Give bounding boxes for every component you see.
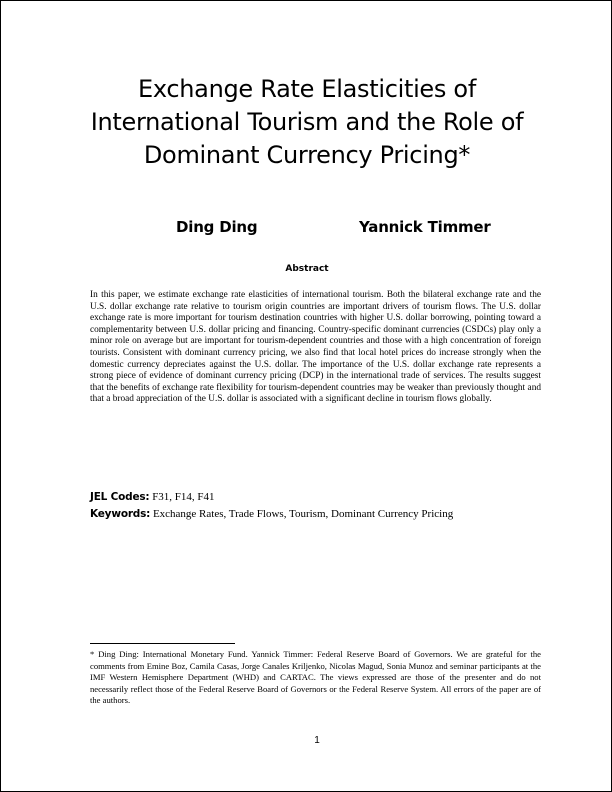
- page-number: 1: [314, 735, 320, 746]
- author-yannick-timmer: Yannick Timmer: [359, 218, 491, 236]
- abstract-heading: Abstract: [285, 264, 329, 274]
- title-line-1: Exchange Rate Elasticities of: [138, 75, 476, 103]
- jel-codes-label: JEL Codes:: [90, 491, 150, 503]
- title-line-3: Dominant Currency Pricing*: [143, 141, 471, 169]
- jel-codes-value: F31, F14, F41: [152, 491, 215, 503]
- title-line-2: International Tourism and the Role of: [90, 108, 524, 136]
- keywords-value: Exchange Rates, Trade Flows, Tourism, Dominant Currency Pricing: [152, 508, 454, 520]
- author-footnote: * Ding Ding: International Monetary Fund. Yannick Timmer: Federal Reserve Board of Governors. We are grateful for the comments from Emine Boz, Camila Casas, Jorge Canales Kriljenko, Nicolas Magud, Sonia Munoz and seminar participants at the IMF Western Hemisphere Department (WHD) and CARTAC. The views expressed are those of the presenter and do not necessarily reflect those of the Federal Reserve Board of Governors or the Federal Reserve System. All errors of the paper are of the authors.: [90, 649, 541, 706]
- keywords-label: Keywords:: [90, 508, 151, 520]
- jel-codes: [90, 491, 215, 503]
- author-ding-ding: Ding Ding: [176, 218, 258, 236]
- abstract-text: In this paper, we estimate exchange rate elasticities of international tourism. Both the bilateral exchange rate and the U.S. dollar exchange rate relative to tourism origin countries are important drivers of tourism flows. The U.S. dollar exchange rate is more important for tourism destination countries with higher U.S. dollar borrowing, pointing toward a complementarity between U.S. dollar pricing and financing. Country-specific dominant currencies (CSDCs) play only a minor role on average but are important for tourism-dependent countries and those with a high concentration of foreign tourists. Consistent with dominant currency pricing, we also find that local hotel prices do increase strongly when the domestic currency depreciates against the U.S. dollar. The importance of the U.S. dollar exchange rate represents a strong piece of evidence of dominant currency pricing (DCP) in the international trade of services. The results suggest that the benefits of exchange rate flexibility for tourism-dependent countries may be weaker than previously thought and that a broad appreciation of the U.S. dollar is associated with a significant decline in tourism flows globally.: [90, 290, 541, 405]
- paper-title: [61, 73, 553, 172]
- keywords: [90, 508, 453, 520]
- footnote-divider: [90, 643, 235, 644]
